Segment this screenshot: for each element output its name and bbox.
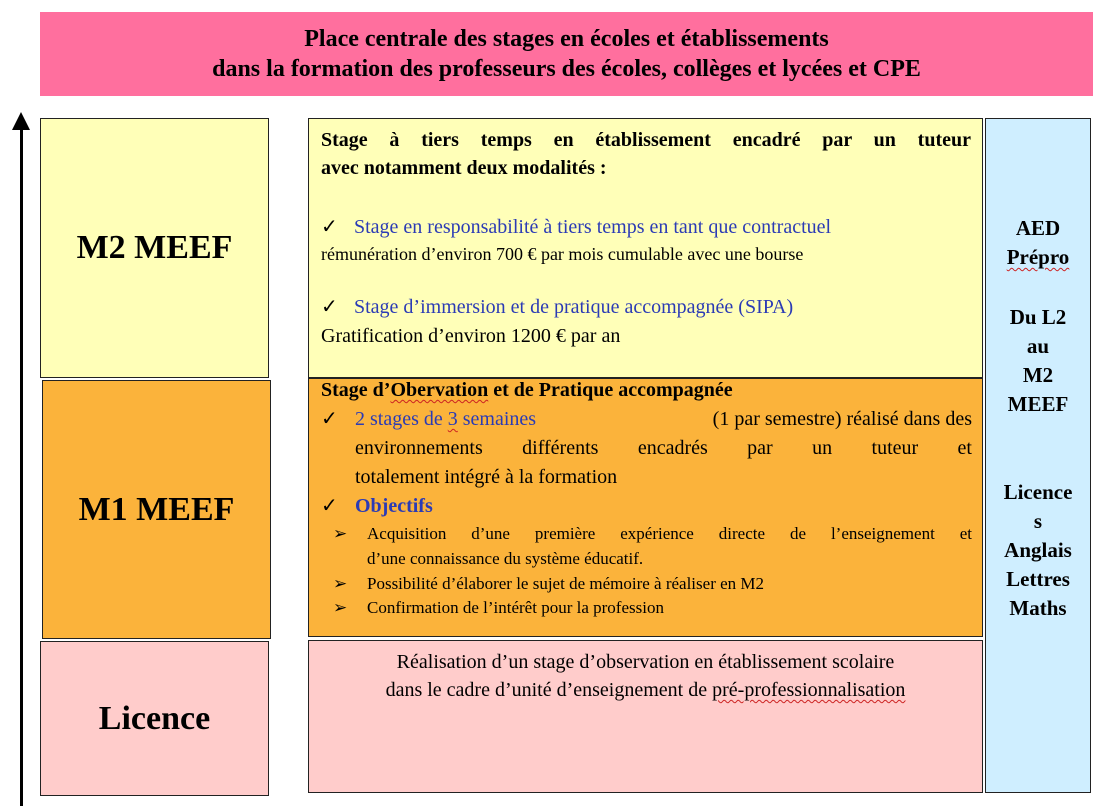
m2-item2-detail: Gratification d’environ 1200 € par an [321, 325, 621, 347]
m1-description-box [308, 378, 983, 637]
m1-item1-rest: (1 par semestre) réalisé dans des [712, 408, 972, 430]
m1-objectifs-heading: Objectifs [355, 495, 433, 517]
sidebar-lettres: Lettres [1006, 567, 1070, 591]
m2-description-box [308, 118, 983, 378]
level-box-m2 [40, 118, 269, 378]
m1-item1-line-1 [355, 406, 972, 432]
m2-intro-line-1: Stage à tiers temps en établissement encadré par un tuteur [321, 129, 971, 151]
level-box-licence [40, 641, 269, 796]
sidebar-maths: Maths [1009, 596, 1067, 620]
m1-item1-lead [355, 406, 536, 432]
m1-obj1-arrow-icon: ➢ [333, 524, 348, 543]
m1-title-post: et de Pratique accompagnée [488, 379, 733, 401]
licence-line-2-pre: dans le cadre d’unité d’enseignement de [385, 679, 713, 701]
level-label-m2: M2 MEEF [76, 229, 233, 266]
progression-arrow-shaft [20, 126, 23, 806]
licence-line-1: Réalisation d’un stage d’observation en établissement scolaire [396, 651, 895, 673]
sidebar-licence-b: s [1033, 509, 1043, 533]
m2-item1-check-icon: ✓ [321, 216, 338, 238]
m1-obj1-line-1: Acquisition d’une première expérience directe de l’enseignement et [367, 524, 972, 543]
level-label-licence: Licence [98, 699, 211, 737]
level-box-m1 [42, 380, 271, 639]
m1-item1-lead-b: 3 [447, 408, 458, 430]
sidebar-aed: AED [1015, 216, 1061, 240]
sidebar-licence-a: Licence [1003, 480, 1073, 504]
m1-item1-line-2: environnements différents encadrés par un tuteur et [355, 437, 972, 459]
m1-title-word: Obervation [390, 379, 489, 401]
m2-intro-line-2: avec notamment deux modalités : [321, 157, 607, 179]
m1-obj2-text: Possibilité d’élaborer le sujet de mémoire à réaliser en M2 [367, 574, 765, 593]
sidebar-meef: MEEF [1007, 392, 1069, 416]
level-label-m1: M1 MEEF [78, 490, 235, 528]
progression-arrow-head [12, 112, 30, 130]
sidebar-du-l2: Du L2 [1009, 305, 1067, 329]
m1-obj3-text: Confirmation de l’intérêt pour la profession [367, 598, 664, 617]
licence-line-2 [309, 677, 982, 703]
m2-item2-title: Stage d’immersion et de pratique accompagnée (SIPA) [354, 296, 794, 318]
m2-item1-title: Stage en responsabilité à tiers temps en tant que contractuel [354, 216, 832, 238]
sidebar-m2: M2 [1022, 363, 1054, 387]
title-line-2: dans la formation des professeurs des écoles, collèges et lycées et CPE [212, 56, 921, 82]
licence-line-2-word: pré-professionnalisation [712, 679, 906, 701]
m1-objectifs-check-icon: ✓ [321, 495, 338, 517]
aed-prepro-sidebar [985, 118, 1091, 793]
sidebar-prepro-word: Prépro [1006, 245, 1070, 269]
title-banner [40, 12, 1093, 96]
m2-item1-detail: rémunération d’environ 700 € par mois cumulable avec une bourse [321, 244, 804, 264]
m1-title [321, 377, 733, 403]
m1-title-pre: Stage d’ [321, 379, 391, 401]
sidebar-au: au [1026, 334, 1050, 358]
m1-obj3-arrow-icon: ➢ [333, 598, 348, 617]
m1-item1-lead-c: semaines [457, 408, 537, 430]
m1-item1-check-icon: ✓ [321, 408, 338, 430]
m2-item2-check-icon: ✓ [321, 296, 338, 318]
sidebar-prepro [986, 243, 1090, 272]
m1-obj2-arrow-icon: ➢ [333, 574, 348, 593]
sidebar-anglais: Anglais [1004, 538, 1072, 562]
m1-obj1-line-2: d’une connaissance du système éducatif. [367, 549, 644, 568]
title-line-1: Place centrale des stages en écoles et établissements [304, 26, 829, 52]
m1-item1-lead-a: 2 stages de [355, 408, 448, 430]
m1-item1-line-3: totalement intégré à la formation [355, 466, 618, 488]
licence-description-box [308, 640, 983, 793]
